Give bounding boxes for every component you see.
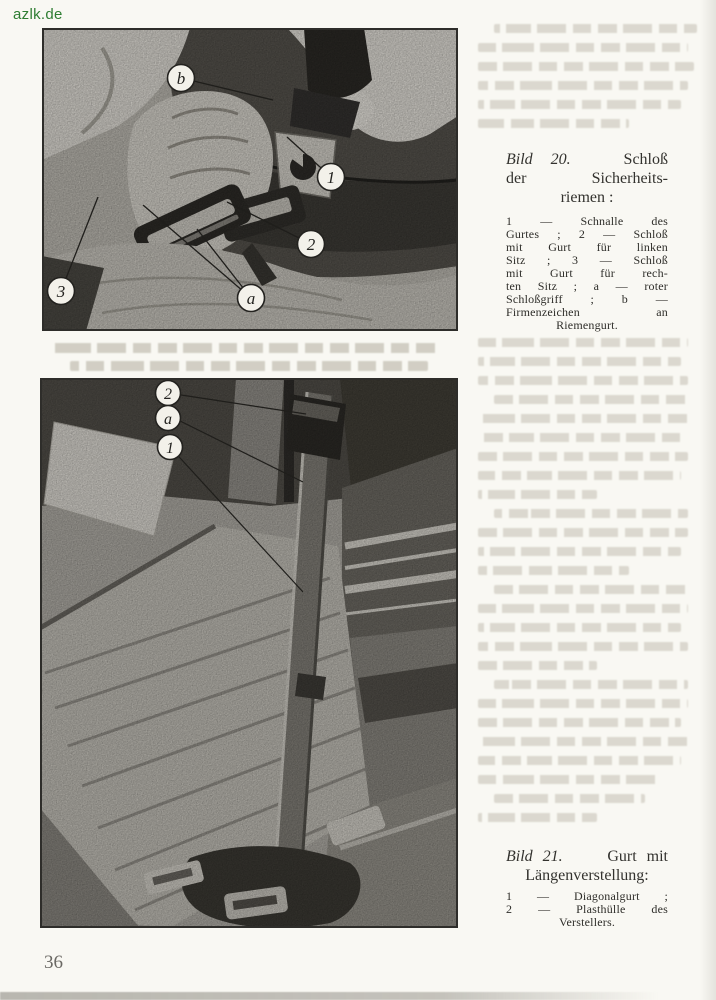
figure21-caption bbox=[506, 847, 668, 929]
car-interior-scene bbox=[40, 378, 458, 928]
figure20-illustration bbox=[42, 28, 458, 331]
figure21-label: Bild 21. bbox=[506, 848, 563, 865]
figure20-title-line2: der Sicherheits- bbox=[506, 170, 668, 187]
svg-text:2: 2 bbox=[306, 235, 316, 254]
figure21-title-line1: Bild 21. Gurt mit bbox=[506, 848, 668, 865]
figure20-photo bbox=[42, 28, 458, 331]
callout-3 bbox=[48, 278, 75, 305]
page-edge-bottom bbox=[0, 992, 716, 1000]
figure20-title-line1 bbox=[506, 150, 668, 169]
showthrough-text-middle bbox=[54, 343, 452, 379]
callout-b bbox=[168, 65, 195, 92]
callout-1 bbox=[158, 435, 183, 460]
callout-2 bbox=[156, 381, 181, 406]
figure20-legend: 1 — Schnalle des Gurtes ; 2 — Schloß mit Gurt für linken Sitz ; 3 — Schloß mit Gurt für rech- ten Sitz ; a — roter Schloßgriff ; b — Firmenzeichen an Riemengurt. bbox=[506, 214, 668, 332]
callout-1 bbox=[318, 164, 345, 191]
showthrough-text-right bbox=[478, 338, 694, 832]
svg-text:2: 2 bbox=[164, 386, 172, 403]
svg-text:1: 1 bbox=[166, 440, 174, 457]
figure20-title-line3: riemen : bbox=[560, 189, 614, 206]
svg-text:b: b bbox=[176, 69, 186, 88]
showthrough-text-top-right bbox=[478, 24, 694, 138]
figure21-title-line2: Längenverstellung: bbox=[525, 867, 649, 884]
callout-a bbox=[238, 285, 265, 312]
svg-text:a: a bbox=[164, 411, 172, 428]
figure21-legend: 1 — Diagonalgurt ; 2 — Plasthülle des Verstellers. bbox=[506, 889, 668, 929]
figure21-illustration bbox=[40, 378, 458, 928]
svg-text:a: a bbox=[246, 289, 256, 308]
figure20-title-word: Schloß bbox=[623, 151, 668, 168]
figure21-photo bbox=[40, 378, 458, 928]
callout-2 bbox=[298, 231, 325, 258]
watermark: azlk.de bbox=[13, 6, 63, 23]
page-edge-right bbox=[700, 0, 716, 1000]
svg-text:1: 1 bbox=[326, 168, 336, 187]
page-number: 36 bbox=[44, 952, 63, 973]
svg-text:3: 3 bbox=[56, 282, 66, 301]
figure20-label: Bild 20. bbox=[506, 151, 571, 168]
callout-a bbox=[156, 406, 181, 431]
figure20-caption bbox=[506, 150, 668, 332]
